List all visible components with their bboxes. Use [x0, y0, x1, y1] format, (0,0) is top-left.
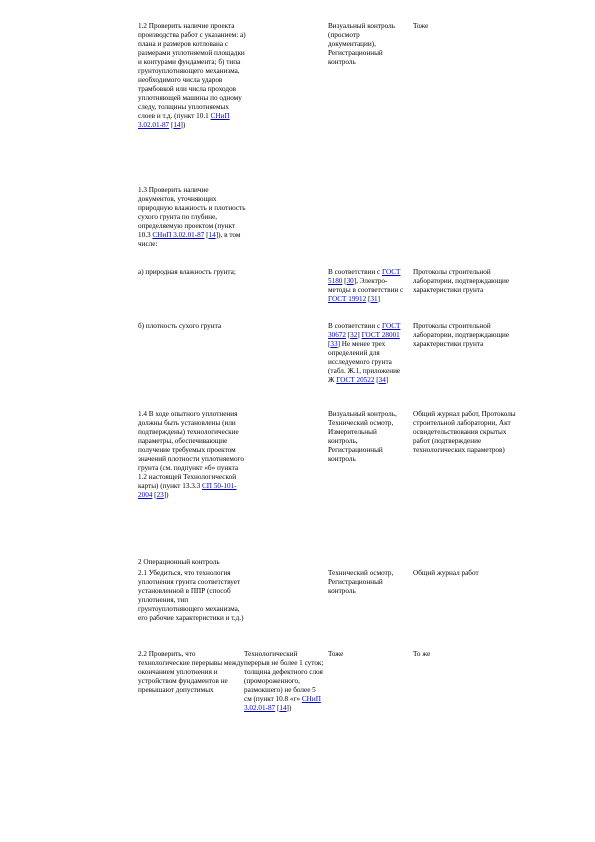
row-1-3a-document: Протоколы строительной лаборатории, подтверждающие характеристики грунта	[413, 268, 510, 294]
row-1-4-document: Общий журнал работ, Протоколы строительной лаборатории, Акт освидетельствования скрытых работ (подтверждение технологических параметров)	[413, 410, 516, 454]
snip-link[interactable]: СНиП 3.02.01-87	[152, 231, 205, 239]
gost-link[interactable]: ГОСТ 30672	[328, 322, 401, 339]
row-1-2-method: Визуальный контроль (просмотр документации), Регистрационный контроль	[328, 22, 396, 66]
sp-link[interactable]: СП 50-101-2004	[138, 482, 237, 499]
row-1-3-text-end: ), в том числе:	[138, 231, 241, 248]
row-1-4-method: Визуальный контроль, Технический осмотр, Измерительный контроль, Регистрационный контроль	[328, 410, 397, 463]
snip-link[interactable]: СНиП 3.02.01-87	[138, 112, 230, 129]
row-2-1-method: Технический осмотр, Регистрационный контроль	[328, 569, 394, 595]
row-1-2-text: 1.2 Проверить наличие проекта производства работ с указанием: а) плана и размеров котлована с размерами уплотняемой площадки и контурами фундамента; б) типа грунтоуплотняющего механизма, необходимого числа ударов трамбовкой или числа проходов уплотняющей машины по одному следу, толщины уплотняемых слоев и т.д. (пункт 10.1	[138, 22, 246, 120]
tolerance-text: Технологический перерыв не более 1 суток; толщина дефектного слоя (промороженного, размокшего) не более 5 см (пункт 10.8 «г»	[244, 650, 324, 703]
bib-ref-link[interactable]: 31	[370, 295, 378, 303]
gost-link[interactable]: ГОСТ 20522	[336, 376, 375, 384]
row-1-3a-method: В соответствии с ГОСТ 5180 [30], Электро-методы в соответствии с ГОСТ 19912 [31]	[328, 268, 404, 303]
row-1-4-text: 1.4 В ходе опытного уплотнения должны быть установлены (или подтверждены) технологические параметры, обеспечивающие получение требуемых проектом значений плотности уплотняемого грунта (см. подпункт «б» пункта 1.2 настоящей Технологической карты) (пункт 13.3.3	[138, 410, 244, 490]
method-text: В соответствии с	[328, 322, 382, 330]
row-2-1-requirement: 2.1 Убедиться, что технология уплотнения грунта соответствует установленной в ППР (способ уплотнения, тип грунтоуплотняющего механизма, его рабочие характеристики и т.д.)	[138, 569, 244, 622]
row-1-3b-document: Протоколы строительной лаборатории, подтверждающие характеристики грунта	[413, 322, 510, 348]
row-2-1-document: Общий журнал работ	[413, 569, 479, 577]
row-2-2-method: Тоже	[328, 650, 344, 658]
gost-link[interactable]: ГОСТ 28001	[361, 331, 400, 339]
method-text-mid: Не менее трех определений для исследуемого грунта (табл. Ж.1, приложение Ж	[328, 340, 401, 384]
method-text-mid: , Электро-методы в соответствии с	[328, 277, 404, 294]
bib-ref-link[interactable]: 14	[173, 121, 181, 129]
row-2-2-requirement: 2.2 Проверить, что технологические перерывы между окончанием уплотнения и устройством фундаментов не превышают допустимых	[138, 650, 244, 694]
row-1-2-requirement: 1.2 Проверить наличие проекта производства работ с указанием: а) плана и размеров котлована с размерами уплотняемой площадки и контурами фундамента; б) типа грунтоуплотняющего механизма, необходимого числа ударов трамбовкой или числа проходов уплотняющей машины по одному следу, толщины уплотняемых слоев и т.д. (пункт 10.1 СНиП 3.02.01-87 [14])	[138, 22, 246, 129]
row-1-3b-method: В соответствии с ГОСТ 30672 [32] ГОСТ 28001 [33] Не менее трех определений для исследуемого грунта (табл. Ж.1, приложение Ж ГОСТ 20522 [34]	[328, 322, 401, 384]
row-1-4-requirement: 1.4 В ходе опытного уплотнения должны быть установлены (или подтверждены) технологические параметры, обеспечивающие получение требуемых проектом значений плотности уплотняемого грунта (см. подпункт «б» пункта 1.2 настоящей Технологической карты) (пункт 13.3.3 СП 50-101-2004 [23])	[138, 410, 244, 499]
bib-ref-link[interactable]: 34	[378, 376, 386, 384]
row-1-3b-requirement: б) плотность сухого грунта	[138, 322, 222, 330]
bib-ref-link[interactable]: 30	[346, 277, 354, 285]
row-1-2-document: Тоже	[413, 22, 429, 30]
bib-ref-link[interactable]: 23	[156, 491, 164, 499]
bib-ref-link[interactable]: 14	[208, 231, 216, 239]
bib-ref-link[interactable]: 32	[350, 331, 358, 339]
gost-link[interactable]: ГОСТ 5180	[328, 268, 401, 285]
section-2-heading: 2 Операционный контроль	[138, 558, 220, 566]
snip-link[interactable]: СНиП 3.02.01-87	[244, 695, 321, 712]
method-text: В соответствии с	[328, 268, 382, 276]
row-2-2-tolerance: Технологический перерыв не более 1 суток; толщина дефектного слоя (промороженного, размокшего) не более 5 см (пункт 10.8 «г» СНиП 3.02.01-87 [14])	[244, 650, 324, 712]
row-2-2-document: То же	[413, 650, 431, 658]
row-1-3-text: 1.3 Проверить наличие документов, уточняющих природную влажность и плотность сухого грунта по глубине, определяемую проектом (пункт 10.3	[138, 186, 246, 239]
row-1-3a-requirement: а) природная влажность грунта;	[138, 268, 236, 276]
bib-ref-link[interactable]: 33	[330, 340, 338, 348]
row-1-2-text-end: )	[182, 121, 186, 129]
gost-link[interactable]: ГОСТ 19912	[328, 295, 367, 303]
tolerance-text-end: )	[288, 704, 292, 712]
row-1-4-text-end: )	[166, 491, 169, 499]
row-1-3-requirement: 1.3 Проверить наличие документов, уточняющих природную влажность и плотность сухого грунта по глубине, определяемую проектом (пункт 10.3 СНиП 3.02.01-87 [14]), в том числе:	[138, 186, 246, 248]
bib-ref-link[interactable]: 14	[279, 704, 287, 712]
